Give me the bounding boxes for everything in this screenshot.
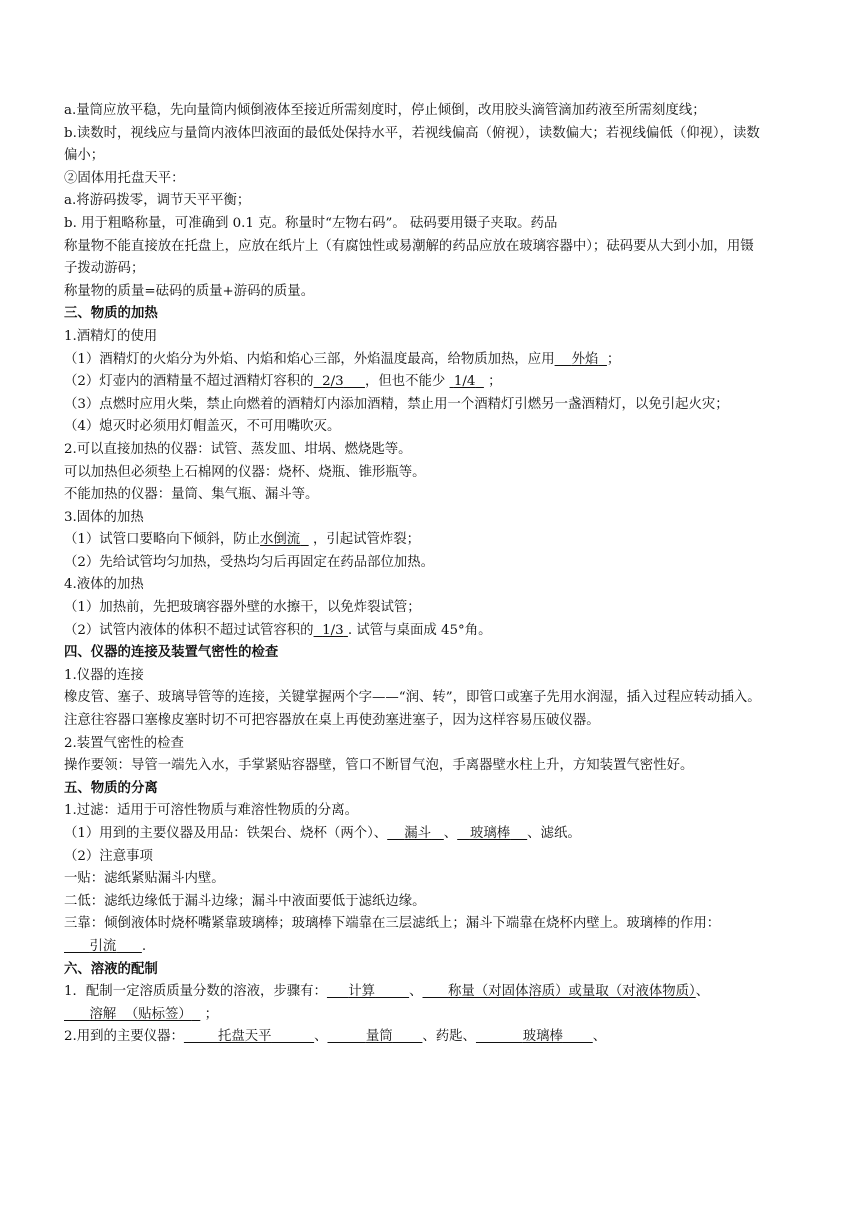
line-text: 、 <box>314 1029 328 1045</box>
text-line <box>64 123 764 168</box>
text-line <box>64 484 764 507</box>
document-page <box>64 100 764 1049</box>
fill-in-answer <box>457 826 527 841</box>
line-text: 称量物的质量=砝码的质量+游码的质量。 <box>64 283 315 299</box>
line-text: ②固体用托盘天平： <box>64 170 185 186</box>
line-text: ，引起试管炸裂； <box>308 532 421 548</box>
line-text: 、 <box>592 1029 607 1045</box>
text-line <box>64 552 764 575</box>
answer-text: 玻璃棒 <box>522 1029 563 1045</box>
fill-in-answer <box>387 826 444 841</box>
line-text: （2）试管内液体的体积不超过试管容积的 <box>64 622 314 638</box>
line-text: 1.酒精灯的使用 <box>64 328 158 344</box>
fill-in-answer <box>64 1007 200 1022</box>
text-line <box>64 394 764 417</box>
line-text: 二低：滤纸边缘低于漏斗边缘；漏斗中液面要低于滤纸边缘。 <box>64 893 426 909</box>
line-text: ； <box>200 1006 218 1022</box>
text-line <box>64 891 764 914</box>
answer-text: 1/4 <box>453 374 476 390</box>
answer-text: 量筒 <box>365 1029 393 1045</box>
line-text: （2）灯壶内的酒精量不超过酒精灯容积的 <box>64 374 314 390</box>
answer-text: 称量（对固体溶质）或量取（对液体物质） <box>448 984 696 1000</box>
fill-in-answer <box>476 1029 593 1044</box>
line-text: 五、物质的分离 <box>64 780 158 796</box>
text-line <box>64 574 764 597</box>
text-line <box>64 507 764 530</box>
line-text: 、 <box>443 826 458 841</box>
line-text: 2.用到的主要仪器： <box>64 1029 184 1045</box>
line-text: b.读数时，视线应与量筒内液体凹液面的最低处保持水平，若视线偏高（俯视），读数偏大；若视线偏低（仰视），读数偏小； <box>64 125 760 164</box>
text-line <box>64 687 764 732</box>
fill-in-answer <box>328 1029 423 1044</box>
line-text: 可以加热但必须垫上石棉网的仪器：烧杯、烧瓶、锥形瓶等。 <box>64 464 426 480</box>
section-heading <box>64 959 764 982</box>
answer-text: 计算 <box>348 984 376 1000</box>
answer-text: 溶解 （贴标签） <box>89 1006 192 1022</box>
line-text: 1.仪器的连接 <box>64 667 144 683</box>
text-line <box>64 236 764 281</box>
text-line <box>64 190 764 213</box>
text-line <box>64 981 764 1026</box>
answer-text: 2/3 <box>322 374 344 390</box>
line-text: 1．配制一定溶质质量分数的溶液，步骤有： <box>64 984 327 1000</box>
text-line <box>64 439 764 462</box>
section-heading <box>64 303 764 326</box>
line-text: 三、物质的加热 <box>64 306 158 322</box>
text-line <box>64 620 764 643</box>
line-text: b. 用于粗略称量，可准确到 0.1 克。称量时“左物右码”。 砝码要用镊子夹取。药品 <box>64 215 558 231</box>
text-line <box>64 846 764 869</box>
line-text: 2.可以直接加热的仪器：试管、蒸发皿、坩埚、燃烧匙等。 <box>64 441 412 457</box>
line-text: ； <box>606 351 621 367</box>
fill-in-answer <box>314 623 348 638</box>
line-text: 操作要领：导管一端先入水，手掌紧贴容器壁，管口不断冒气泡，手离器壁水柱上升，方知装置气密性好。 <box>64 758 694 774</box>
line-text: （1）加热前，先把玻璃容器外壁的水擦干，以免炸裂试管； <box>64 600 421 616</box>
line-text: . <box>141 938 147 954</box>
line-text: 2.装置气密性的检查 <box>64 735 184 751</box>
line-text: （2）注意事项 <box>64 848 153 864</box>
answer-text: 漏斗 <box>404 826 432 841</box>
text-line <box>64 462 764 485</box>
line-text: 、药匙、 <box>422 1029 476 1045</box>
text-line <box>64 800 764 823</box>
fill-in-answer <box>555 352 607 367</box>
text-line <box>64 733 764 756</box>
text-line <box>64 665 764 688</box>
fill-in-answer <box>422 984 695 999</box>
answer-text: 托盘天平 <box>217 1029 272 1045</box>
line-text: 不能加热的仪器：量筒、集气瓶、漏斗等。 <box>64 487 319 503</box>
line-text: . 试管与桌面成 45°角。 <box>347 622 492 638</box>
text-line <box>64 823 764 846</box>
line-text: （1）酒精灯的火焰分为外焰、内焰和焰心三部，外焰温度最高，给物质加热，应用 <box>64 351 555 367</box>
text-line <box>64 168 764 191</box>
line-text: 橡皮管、塞子、玻璃导管等的连接，关键掌握两个字——“润、转”，即管口或塞子先用水润湿，插入过程应转动插入。注意往容器口塞橡皮塞时切不可把容器放在桌上再使劲塞进塞子，因为这样容易压破仪器。 <box>64 690 761 729</box>
line-text: 四、仪器的连接及装置气密性的检查 <box>64 645 279 661</box>
line-text: （4）熄灭时必须用灯帽盖灭，不可用嘴吹灭。 <box>64 419 341 435</box>
text-line <box>64 326 764 349</box>
answer-text: 引流 <box>89 938 117 954</box>
line-text: 3.固体的加热 <box>64 509 144 525</box>
line-text: 、滤纸。 <box>527 826 581 841</box>
line-text: 称量物不能直接放在托盘上，应放在纸片上（有腐蚀性或易潮解的药品应放在玻璃容器中）；砝码要从大到小加，用镊子拨动游码； <box>64 238 754 277</box>
fill-in-answer <box>314 374 365 389</box>
line-text: 、 <box>695 984 710 1000</box>
line-text: a.量筒应放平稳，先向量筒内倾倒液体至接近所需刻度时，停止倾倒，改用胶头滴管滴加药液至所需刻度线； <box>64 103 706 118</box>
text-line <box>64 371 764 394</box>
fill-in-answer <box>260 532 309 547</box>
text-line <box>64 100 764 123</box>
line-text: ； <box>483 374 502 390</box>
text-line <box>64 213 764 236</box>
line-text: a.将游码拨零，调节天平平衡； <box>64 193 251 209</box>
answer-text: 水倒流 <box>260 532 301 548</box>
text-line <box>64 529 764 552</box>
text-line <box>64 755 764 778</box>
fill-in-answer <box>64 939 142 954</box>
text-line <box>64 349 764 372</box>
text-line <box>64 281 764 304</box>
fill-in-answer <box>327 984 409 999</box>
text-line <box>64 416 764 439</box>
line-text: （1）用到的主要仪器及用品：铁架台、烧杯（两个）、 <box>64 826 388 841</box>
line-text: 三靠：倾倒液体时烧杯嘴紧靠玻璃棒；玻璃棒下端靠在三层滤纸上；漏斗下端靠在烧杯内壁上。玻璃棒的作用： <box>64 916 721 932</box>
text-line <box>64 597 764 620</box>
section-heading <box>64 642 764 665</box>
line-text: ，但也不能少 <box>364 374 450 390</box>
answer-text: 1/3 <box>322 622 344 638</box>
line-text: 、 <box>409 984 423 1000</box>
text-line <box>64 1026 764 1049</box>
answer-text: 外焰 <box>571 351 599 367</box>
line-text: 4.液体的加热 <box>64 577 144 593</box>
text-line <box>64 913 764 958</box>
answer-text: 玻璃棒 <box>469 826 511 841</box>
section-heading <box>64 778 764 801</box>
line-text: （3）点燃时应用火柴，禁止向燃着的酒精灯内添加酒精，禁止用一个酒精灯引燃另一盏酒精灯，以免引起火灾； <box>64 396 729 412</box>
fill-in-answer <box>184 1029 314 1044</box>
line-text: 六、溶液的配制 <box>64 961 158 977</box>
document-body <box>64 100 764 1049</box>
fill-in-answer <box>450 374 484 389</box>
text-line <box>64 868 764 891</box>
line-text: 1.过滤：适用于可溶性物质与难溶性物质的分离。 <box>64 803 358 819</box>
line-text: 一贴：滤纸紧贴漏斗内壁。 <box>64 871 225 887</box>
line-text: （1）试管口要略向下倾斜，防止 <box>64 532 260 548</box>
line-text: （2）先给试管均匀加热，受热均匀后再固定在药品部位加热。 <box>64 554 435 570</box>
